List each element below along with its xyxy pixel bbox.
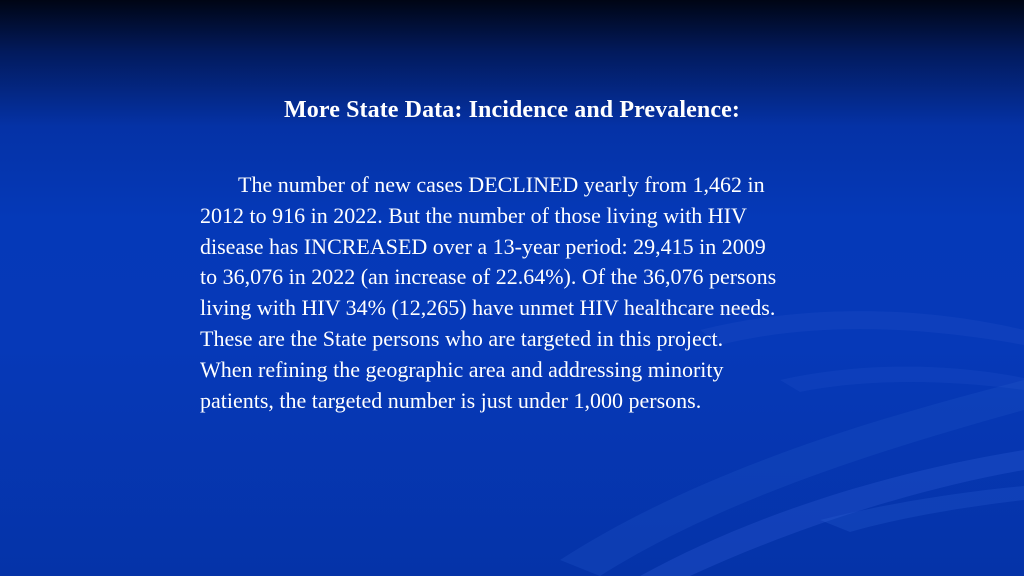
slide-body-paragraph: The number of new cases DECLINED yearly from 1,462 in 2012 to 916 in 2022. But the number of those living with HIV disease has INCREASED over a 13-year period: 29,415 in 2009 to 36,076 in 2022 (an increase of 22.64%). Of the 36,076 persons living with HIV 34% (12,265) have unmet HIV healthcare needs. These are the State persons who are targeted in this project. When refining the geographic area and addressing minority patients, the targeted number is just under 1,000 persons. [200, 172, 777, 413]
slide-title: More State Data: Incidence and Prevalence: [284, 97, 740, 123]
